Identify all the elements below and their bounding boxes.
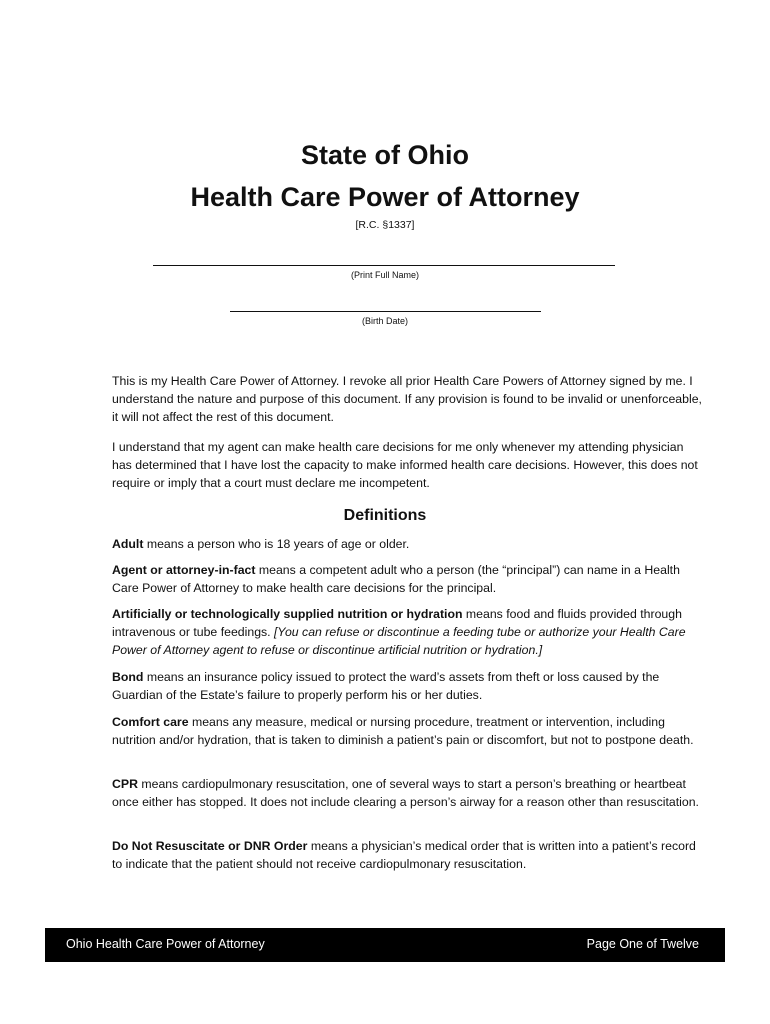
definitions-heading: Definitions: [343, 507, 427, 524]
full-name-line[interactable]: [153, 265, 615, 266]
definition-term: Bond: [112, 670, 144, 684]
definition-text: means a competent adult who a person (the “principal”) can name in a Health Care Power of Attorney to make health care decisions for the principal.: [112, 563, 680, 595]
definition-term: Agent or attorney-in-fact: [112, 563, 256, 577]
definition-text: means food and fluids provided through intravenous or tube feedings.: [112, 607, 682, 639]
document-subtitle: Health Care Power of Attorney: [190, 182, 580, 212]
definition-agent: [112, 561, 702, 597]
definition-term: Comfort care: [112, 715, 189, 729]
full-name-caption: (Print Full Name): [350, 270, 419, 280]
definition-term: Do Not Resuscitate or DNR Order: [112, 839, 308, 853]
paragraph-text: This is my Health Care Power of Attorney. I revoke all prior Health Care Powers of Attorney signed by me. I understand the nature and purpose of this document. If any provision is found to be invalid or unenforceable, it will not affect the rest of this document.: [112, 374, 702, 424]
definition-text: means an insurance policy issued to protect the ward’s assets from theft or loss caused by the Guardian of the Estate’s failure to properly perform his or her duties.: [112, 670, 660, 702]
birth-date-caption: (Birth Date): [361, 316, 408, 326]
statute-citation: [R.C. §1337]: [355, 219, 415, 231]
capacity-paragraph: [112, 438, 702, 492]
definition-text: means cardiopulmonary resuscitation, one of several ways to start a person’s breathing or heartbeat once either has stopped. It does not include clearing a person’s airway for a reason other than resuscitation.: [112, 777, 699, 809]
definition-term: Adult: [112, 537, 144, 551]
page-footer: [45, 928, 725, 962]
definition-text: means a physician’s medical order that is written into a patient’s record to indicate that the patient should not receive cardiopulmonary resuscitation.: [112, 839, 696, 871]
definition-bond: [112, 668, 702, 704]
definition-text: means a person who is 18 years of age or older.: [143, 537, 410, 551]
definition-comfort-care: [112, 713, 702, 749]
definition-dnr-order: [112, 837, 702, 873]
footer-page-number: Page One of Twelve: [586, 937, 699, 951]
definition-artificial-nutrition: [112, 605, 702, 659]
definition-adult: [112, 535, 702, 553]
document-title: State of Ohio: [301, 140, 469, 170]
footer-document-name: Ohio Health Care Power of Attorney: [66, 937, 265, 951]
definition-term: Artificially or technologically supplied nutrition or hydration: [112, 607, 463, 621]
definition-cpr: [112, 775, 702, 811]
definition-term: CPR: [112, 777, 138, 791]
paragraph-text: I understand that my agent can make health care decisions for me only whenever my attending physician has determined that I have lost the capacity to make informed health care decisions. However, this does not require or imply that a court must declare me incompetent.: [112, 440, 698, 490]
definition-note: [You can refuse or discontinue a feeding tube or authorize your Health Care Power of Attorney agent to refuse or discontinue artificial nutrition or hydration.]: [112, 625, 686, 657]
definition-text: means any measure, medical or nursing procedure, treatment or intervention, including nutrition and/or hydration, that is taken to diminish a patient’s pain or discomfort, but not to postpone death.: [112, 715, 694, 747]
birth-date-line[interactable]: [230, 311, 541, 312]
revocation-paragraph: [112, 372, 702, 426]
